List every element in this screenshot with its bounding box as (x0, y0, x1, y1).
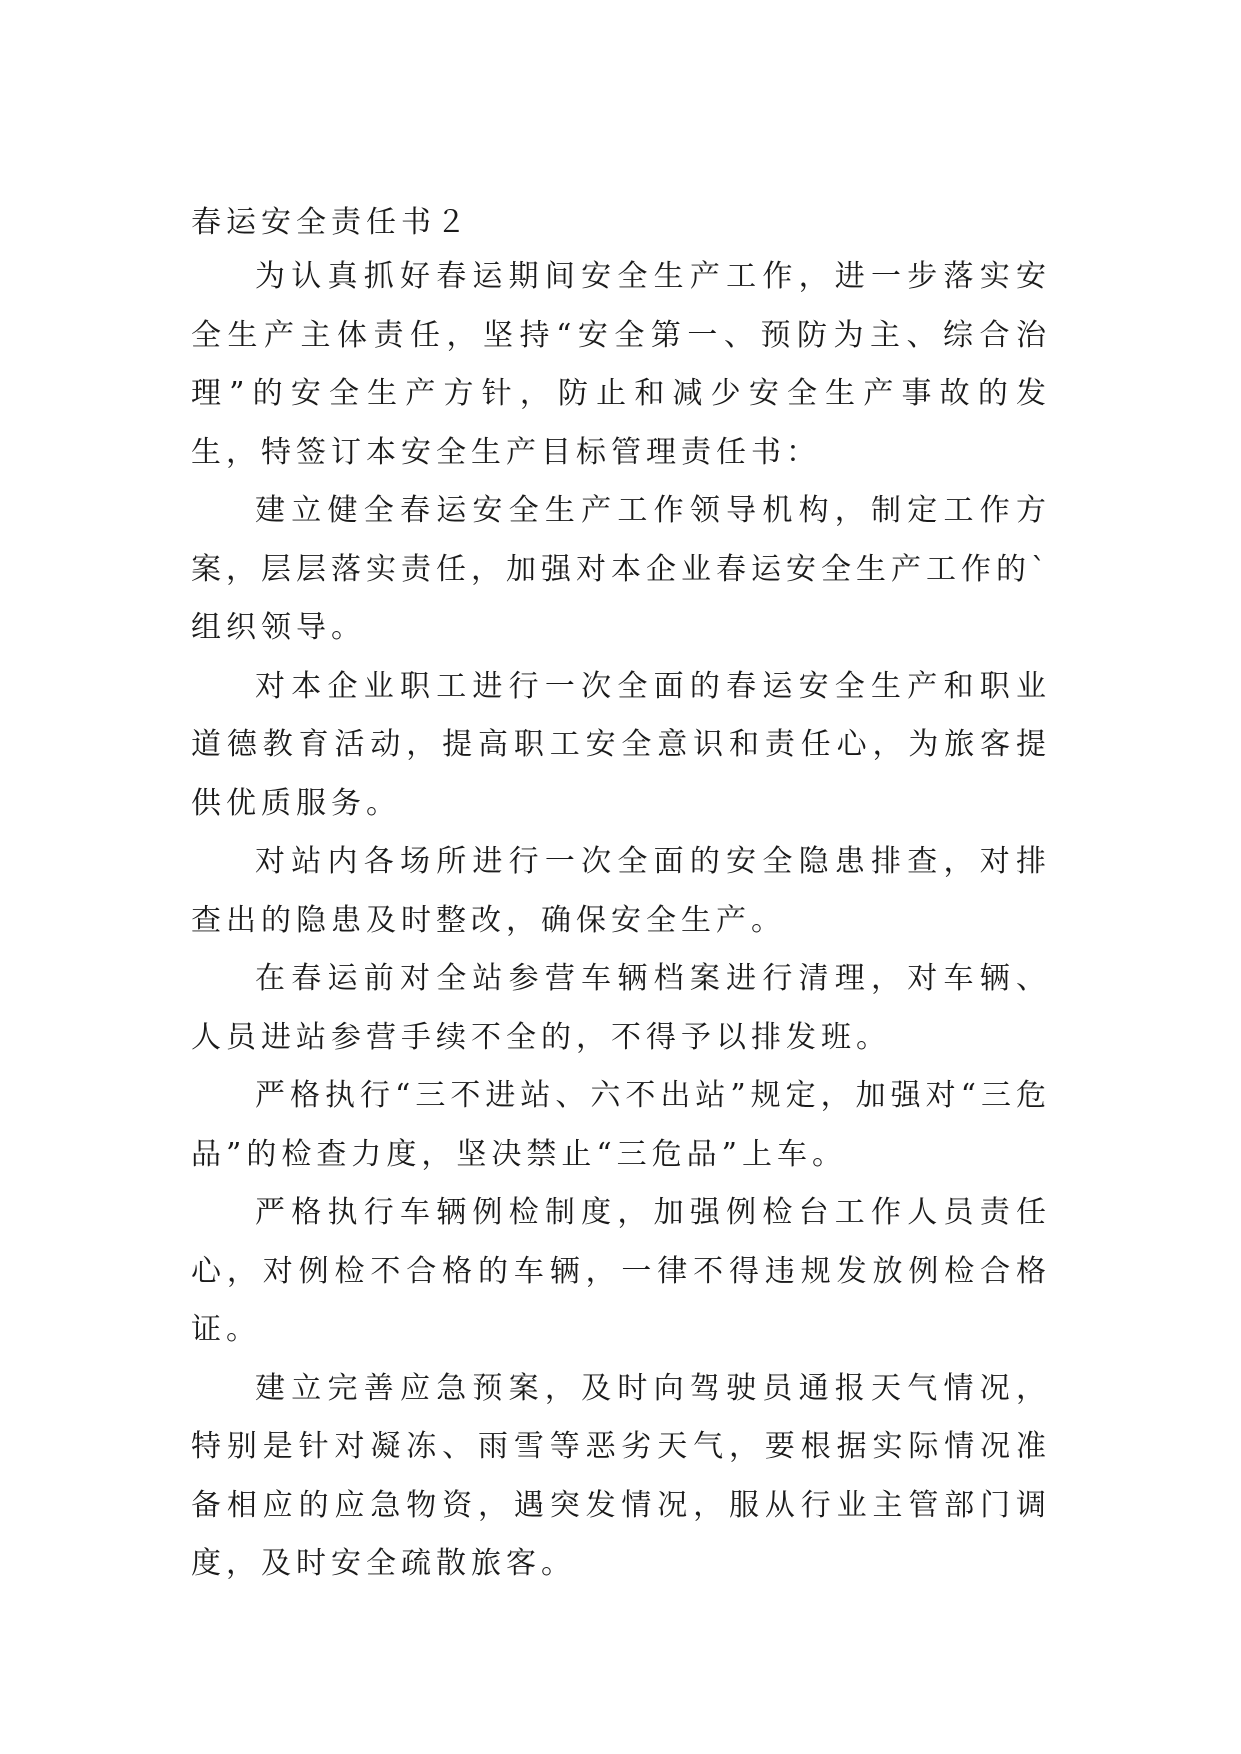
paragraph-dangerous-goods: 严格执行“三不进站、六不出站”规定，加强对“三危品”的检查力度，坚决禁止“三危品”上车。 (191, 1078, 1052, 1172)
document-page (191, 198, 1051, 1594)
paragraph-intro: 为认真抓好春运期间安全生产工作，进一步落实安全生产主体责任，坚持“安全第一、预防为主、综合治理”的安全生产方针，防止和减少安全生产事故的发生，特签订本安全生产目标管理责任书： (191, 259, 1051, 470)
paragraph-vehicle-files: 在春运前对全站参营车辆档案进行清理，对车辆、人员进站参营手续不全的，不得予以排发班。 (191, 961, 1051, 1055)
paragraph-hazard-check: 对站内各场所进行一次全面的安全隐患排查，对排查出的隐患及时整改，确保安全生产。 (191, 844, 1051, 938)
paragraph-leadership: 建立健全春运安全生产工作领导机构，制定工作方案，层层落实责任，加强对本企业春运安全生产工作的`组织领导。 (191, 493, 1051, 645)
document-title: 春运安全责任书２ (191, 205, 471, 240)
paragraph-education: 对本企业职工进行一次全面的春运安全生产和职业道德教育活动，提高职工安全意识和责任心，为旅客提供优质服务。 (191, 668, 1051, 821)
paragraph-vehicle-inspection: 严格执行车辆例检制度，加强例检台工作人员责任心，对例检不合格的车辆，一律不得违规发放例检合格证。 (191, 1195, 1051, 1347)
paragraph-emergency-plan: 建立完善应急预案，及时向驾驶员通报天气情况，特别是针对凝冻、雨雪等恶劣天气，要根据实际情况准备相应的应急物资，遇突发情况，服从行业主管部门调度，及时安全疏散旅客。 (191, 1370, 1051, 1581)
